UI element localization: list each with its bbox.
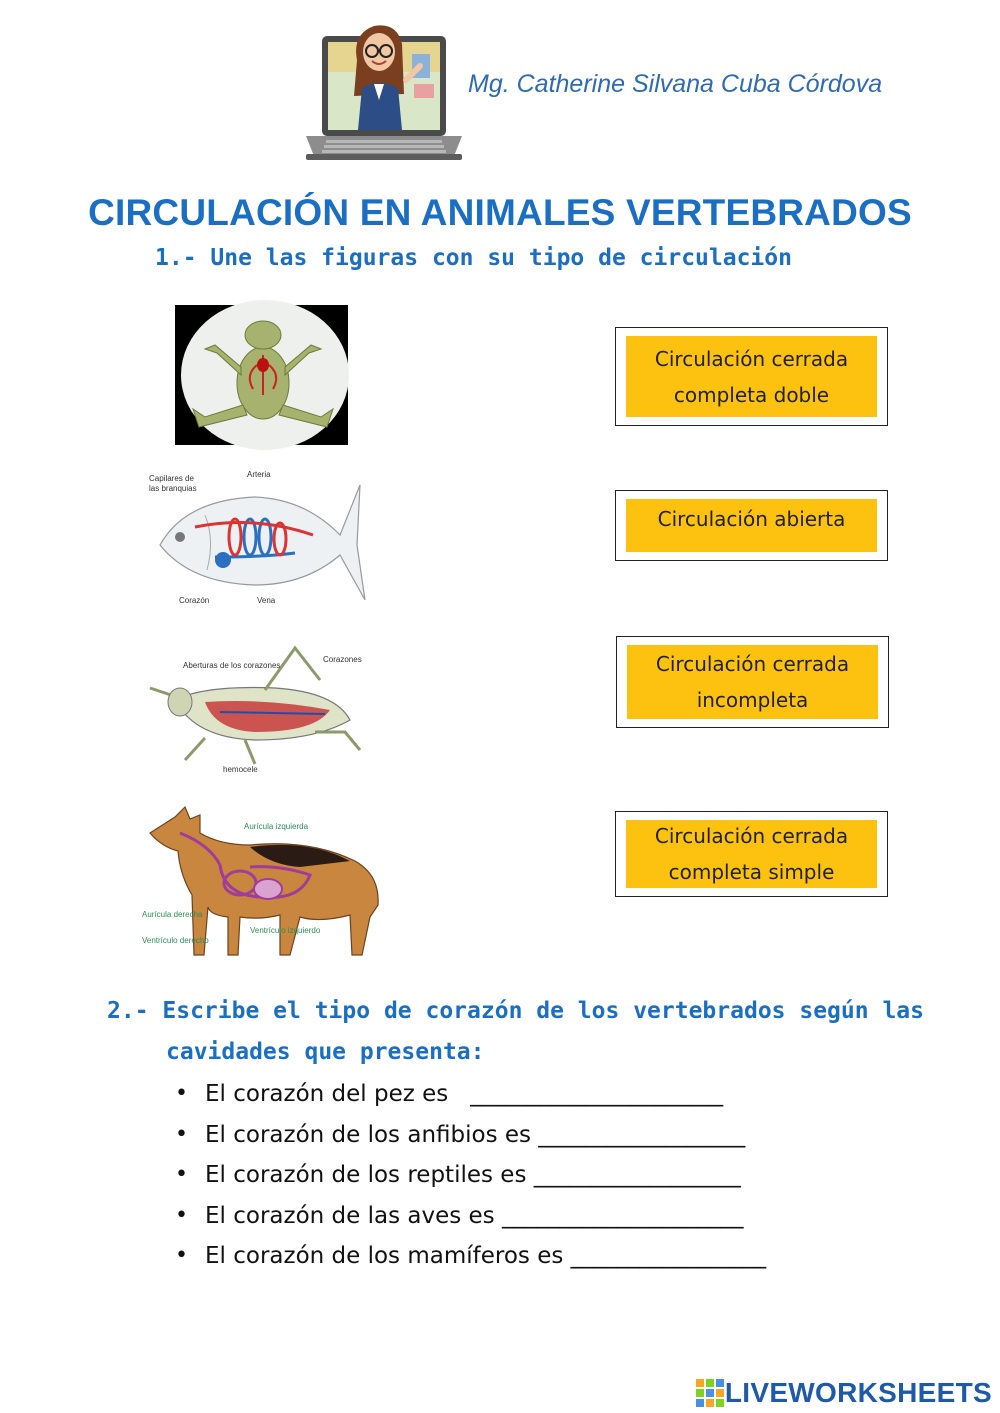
option-label-3: Circulación cerrada incompleta bbox=[627, 645, 878, 719]
question-2-prompt-line2: cavidades que presenta: bbox=[166, 1039, 485, 1065]
answer-item-anfibios[interactable]: • El corazón de los anfibios es __________________ bbox=[175, 1115, 766, 1156]
laptop-avatar-icon bbox=[302, 14, 466, 162]
option-box-3[interactable] bbox=[616, 636, 889, 728]
grasshopper-label-corazones: Corazones bbox=[323, 655, 362, 664]
dog-label-ventriculo-der: Ventrículo derecho bbox=[142, 936, 209, 945]
grasshopper-image[interactable] bbox=[145, 640, 367, 775]
option-box-1[interactable] bbox=[615, 327, 888, 426]
dog-label-auricula-der: Aurícula derecha bbox=[142, 910, 203, 919]
fish-label-capilares-2: las branquias bbox=[149, 484, 197, 493]
grasshopper-label-aberturas: Aberturas de los corazones bbox=[183, 661, 281, 670]
dog-image[interactable] bbox=[140, 805, 385, 965]
question-2-prompt-line1: 2.- Escribe el tipo de corazón de los vertebrados según las bbox=[107, 998, 924, 1024]
liveworksheets-logo bbox=[695, 1376, 992, 1410]
fish-label-arteria: Arteria bbox=[247, 470, 271, 479]
liveworksheets-logo-text: LIVEWORKSHEETS bbox=[724, 1377, 992, 1408]
liveworksheets-logo-icon bbox=[695, 1378, 725, 1408]
answer-item-mamiferos[interactable]: • El corazón de los mamíferos es _________________ bbox=[175, 1236, 766, 1277]
question-1-prompt: 1.- Une las figuras con su tipo de circulación bbox=[155, 245, 792, 271]
answer-list bbox=[175, 1074, 766, 1277]
option-box-4[interactable] bbox=[615, 811, 888, 897]
author-name: Mg. Catherine Silvana Cuba Córdova bbox=[468, 70, 883, 98]
answer-item-pez[interactable]: • El corazón del pez es ______________________ bbox=[175, 1074, 766, 1115]
fish-label-vena: Vena bbox=[257, 596, 276, 605]
grasshopper-label-hemocele: hemocele bbox=[223, 765, 258, 774]
answer-item-reptiles[interactable]: • El corazón de los reptiles es __________________ bbox=[175, 1155, 766, 1196]
answer-item-aves[interactable]: • El corazón de las aves es _____________________ bbox=[175, 1196, 766, 1237]
page-title: CIRCULACIÓN EN ANIMALES VERTEBRADOS bbox=[88, 192, 912, 233]
option-label-4: Circulación cerrada completa simple bbox=[626, 820, 877, 888]
option-label-2: Circulación abierta bbox=[626, 499, 877, 552]
fish-image[interactable] bbox=[145, 465, 370, 610]
frog-image[interactable] bbox=[175, 305, 348, 445]
option-label-1: Circulación cerrada completa doble bbox=[626, 336, 877, 417]
dog-label-auricula-izq: Aurícula izquierda bbox=[244, 822, 309, 831]
option-box-2[interactable] bbox=[615, 490, 888, 561]
fish-label-corazon: Corazón bbox=[179, 596, 210, 605]
fish-label-capilares: Capilares de bbox=[149, 474, 194, 483]
dog-label-ventriculo-izq: Ventrículo izquierdo bbox=[250, 926, 321, 935]
